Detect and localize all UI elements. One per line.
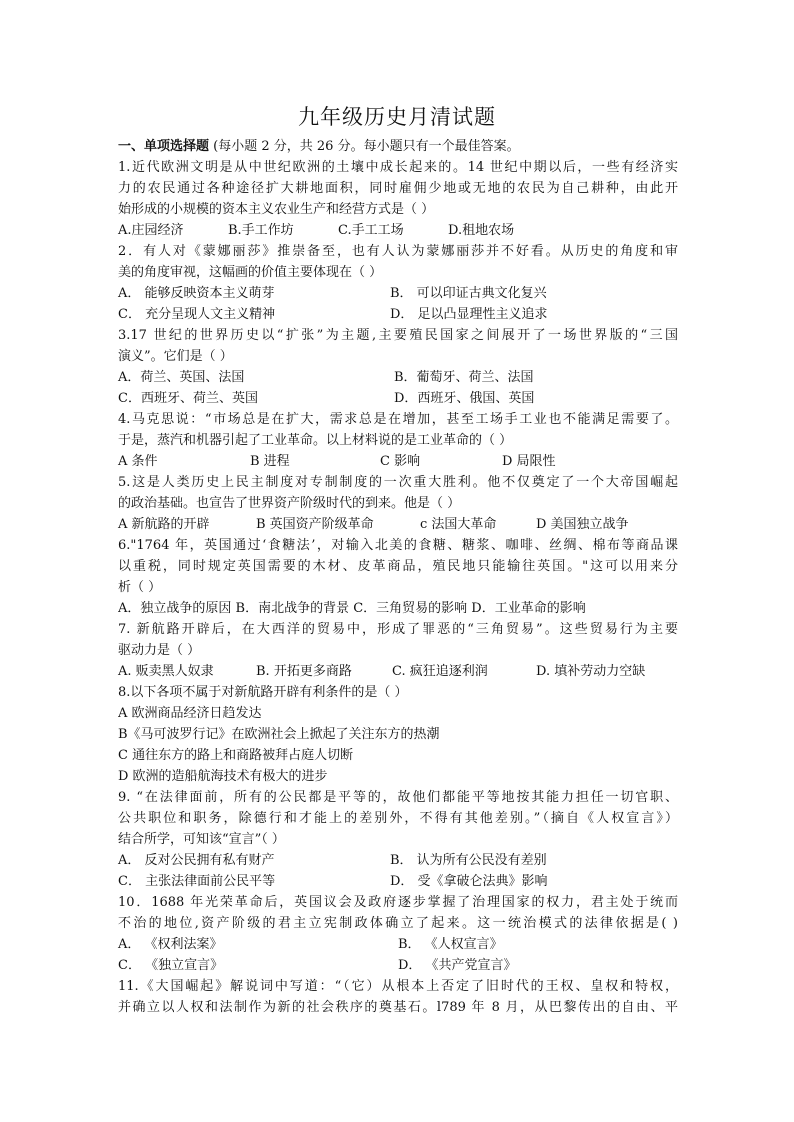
question-10-options [118, 934, 678, 955]
option-d[interactable]: D． 《共产党宣言》 [398, 958, 517, 973]
question-11-line: 并确立以人权和法制作为新的社会秩序的奠基石。l789 年 8 月，从巴黎传出的自由、平 [118, 1000, 678, 1015]
question-3-options [118, 367, 678, 388]
option-c[interactable]: c 法国大革命 [420, 517, 497, 532]
option-a[interactable]: A 新航路的开辟 [118, 517, 210, 532]
question-3-line: 演义”。它们是（ ） [118, 349, 233, 364]
option-b[interactable]: B 英国资产阶级革命 [256, 517, 374, 532]
question-9-line: 结合所学，可知该“宣言”（ ） [118, 832, 285, 847]
question-11-line: 11.《大国崛起》解说词中写道：“（它）从根本上否定了旧时代的王权、皇权和特权， [118, 979, 678, 994]
option-a[interactable]: A． 《权利法案》 [118, 937, 223, 952]
question-6-options[interactable]: A．独立战争的原因 B．南北战争的背景 C．三角贸易的影响 D．工业革命的影响 [118, 601, 586, 616]
option-c[interactable]: C 通往东方的路上和商路被拜占庭人切断 [118, 748, 354, 763]
question-8-line: 8.以下各项不属于对新航路开辟有利条件的是（ ） [118, 685, 408, 700]
option-d[interactable]: D. 填补劳动力空缺 [536, 664, 646, 679]
question-6-line: 以重税，同时规定英国需要的木材、皮革商品，殖民地只能输往英国。"这可以用来分 [118, 559, 678, 574]
question-3-options [118, 388, 678, 409]
question-9-line: 9. “在法律面前，所有的公民都是平等的，故他们都能平等地按其能力担任一切官职、 [118, 790, 678, 805]
option-d[interactable]: D.租地农场 [448, 223, 515, 238]
question-1-line: 始形成的小规模的资本主义农业生产和经营方式是（ ） [118, 202, 435, 217]
section-head-label: 一、单项选择题 [118, 139, 210, 154]
question-4-line: 4.马克思说：“市场总是在扩大，需求总是在增加，甚至工场手工业也不能满足需要了。 [118, 412, 678, 427]
question-9-line: 公共职位和职务，除德行和才能上的差别外，不得有其他差别。”（摘自《人权宣言》） [118, 811, 678, 826]
question-7-line: 驱动力是（ ） [118, 643, 201, 658]
exam-content [118, 136, 678, 1018]
question-1-options [118, 220, 678, 241]
question-6-line: 析（ ） [118, 580, 162, 595]
option-b[interactable]: B． 可以印证古典文化复兴 [390, 286, 547, 301]
option-c[interactable]: C． 《独立宣言》 [118, 958, 224, 973]
option-d[interactable]: D 欧洲的造船航海技术有极大的进步 [118, 769, 328, 784]
option-c[interactable]: C．西班牙、荷兰、英国 [118, 391, 258, 406]
question-4-line: 于是，蒸汽和机器引起了工业革命。以上材料说的是工业革命的（ ） [118, 433, 513, 448]
question-10-line: 10．1688 年光荣革命后，英国议会及政府逐步掌握了治理国家的权力，君主处于统而 [118, 895, 678, 910]
question-5-line: 的政治基础。也宣告了世界资产阶级时代的到来。他是（ ） [118, 496, 461, 511]
option-c[interactable]: C.手工工场 [338, 223, 404, 238]
question-2-line: 2．有人对《蒙娜丽莎》推崇备至，也有人认为蒙娜丽莎并不好看。从历史的角度和审 [118, 244, 678, 259]
option-d[interactable]: D 美国独立战争 [536, 517, 629, 532]
question-4-options [118, 451, 678, 472]
option-a[interactable]: A. 贩卖黑人奴隶 [118, 664, 214, 679]
option-b[interactable]: B．葡萄牙、荷兰、法国 [394, 370, 534, 385]
question-6-line: 6."1764 年，英国通过‘食糖法’，对输入北美的食糖、糖浆、咖啡、丝绸、棉布等商品课 [118, 538, 678, 553]
question-3-line: 3.17 世纪的世界历史以“扩张”为主题,主要殖民国家之间展开了一场世界版的“三国 [118, 328, 678, 343]
question-5-line: 5.这是人类历史上民主制度对专制制度的一次重大胜利。他不仅奠定了一个大帝国崛起 [118, 475, 678, 490]
option-d[interactable]: D．西班牙、俄国、英国 [394, 391, 535, 406]
question-1-line: 1.近代欧洲文明是从中世纪欧洲的土壤中成长起来的。14 世纪中期以后，一些有经济实 [118, 160, 678, 175]
option-d[interactable]: D． 足以凸显理性主义追求 [390, 307, 548, 322]
page-title: 九年级历史月清试题 [298, 105, 496, 129]
question-7-options [118, 661, 678, 682]
option-a[interactable]: A．荷兰、英国、法国 [118, 370, 245, 385]
question-2-line: 美的角度审视，这幅画的价值主要体现在（ ） [118, 265, 383, 280]
option-c[interactable]: C． 充分呈现人文主义精神 [118, 307, 276, 322]
option-b[interactable]: B 进程 [250, 454, 290, 469]
option-a[interactable]: A 欧洲商品经济日趋发达 [118, 706, 262, 721]
option-a[interactable]: A． 能够反映资本主义萌芽 [118, 286, 275, 301]
option-d[interactable]: D． 受《拿破仑法典》影响 [390, 874, 548, 889]
section-heading [118, 136, 678, 157]
option-b[interactable]: B． 认为所有公民没有差别 [390, 853, 547, 868]
question-9-options [118, 871, 678, 892]
section-note: (每小题 2 分，共 26 分。每小题只有一个最佳答案。 [213, 139, 520, 154]
option-d[interactable]: D 局限性 [502, 454, 556, 469]
option-a[interactable]: A.庄园经济 [118, 223, 184, 238]
question-7-line: 7. 新航路开辟后，在大西洋的贸易中，形成了罪恶的“三角贸易”。这些贸易行为主要 [118, 622, 678, 637]
option-c[interactable]: C. 疯狂追逐利润 [392, 664, 488, 679]
option-b[interactable]: B． 《人权宣言》 [398, 937, 503, 952]
option-a[interactable]: A 条件 [118, 454, 158, 469]
question-10-line: 不治的地位,资产阶级的君主立宪制政体确立了起来。这一统治模式的法律依据是( ) [118, 916, 678, 931]
question-9-options [118, 850, 678, 871]
option-a[interactable]: A． 反对公民拥有私有财产 [118, 853, 275, 868]
option-b[interactable]: B.手工作坊 [228, 223, 294, 238]
option-c[interactable]: C 影响 [380, 454, 421, 469]
question-1-line: 力的农民通过各种途径扩大耕地面积，同时雇佣少地或无地的农民为自己耕种，由此开 [118, 181, 678, 196]
question-5-options [118, 514, 678, 535]
question-2-options [118, 283, 678, 304]
option-b[interactable]: B《马可波罗行记》在欧洲社会上掀起了关注东方的热潮 [118, 727, 440, 742]
question-2-options [118, 304, 678, 325]
option-c[interactable]: C． 主张法律面前公民平等 [118, 874, 276, 889]
option-b[interactable]: B. 开拓更多商路 [256, 664, 352, 679]
question-10-options [118, 955, 678, 976]
